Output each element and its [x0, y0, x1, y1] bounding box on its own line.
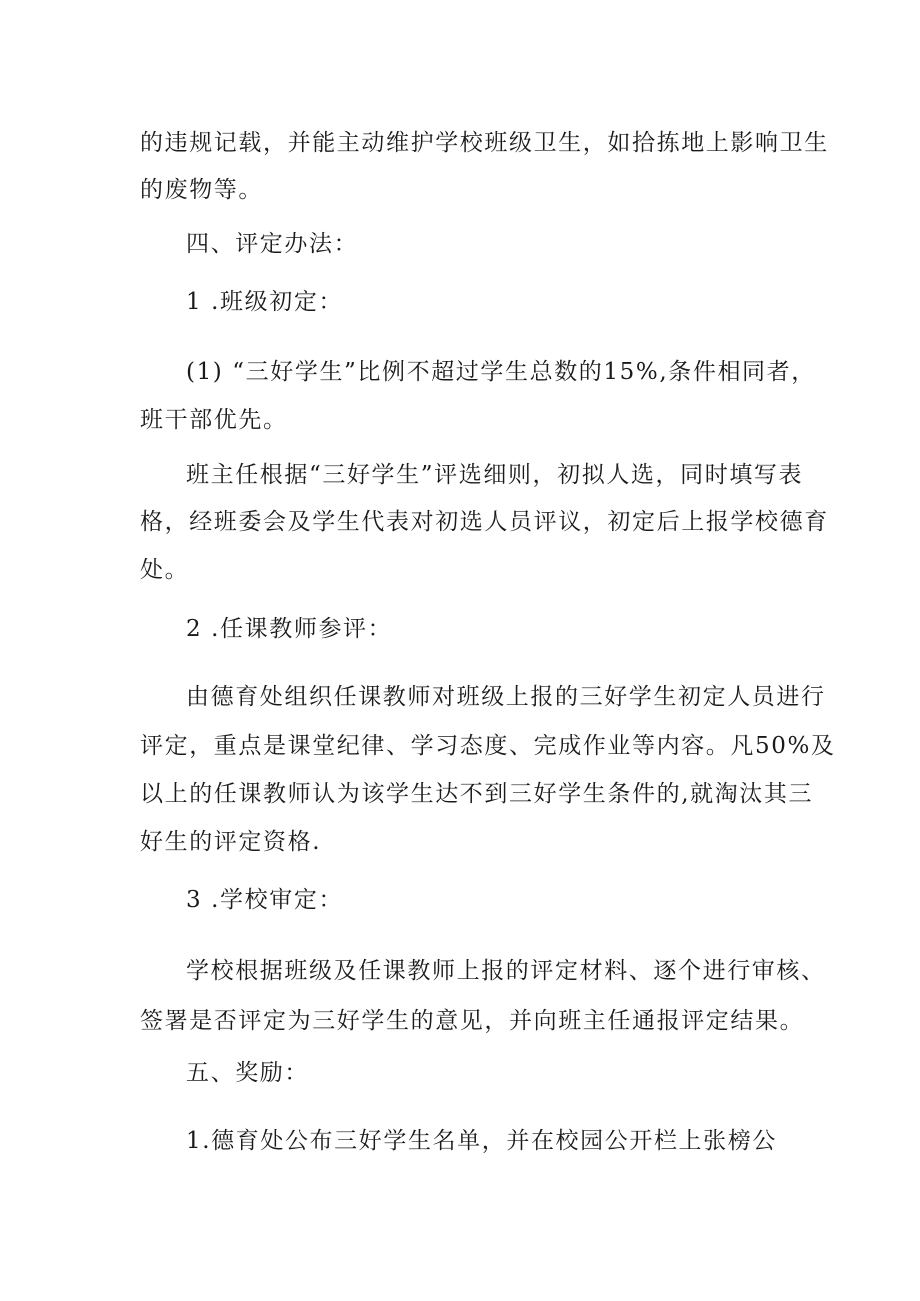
paragraph-line: (1) “三好学生”比例不超过学生总数的15%,条件相同者， — [186, 359, 816, 385]
paragraph-line: 处。 — [140, 557, 190, 583]
paragraph-line: 评定，重点是课堂纪律、学习态度、完成作业等内容。凡50%及 — [140, 733, 836, 759]
subsection-heading: 3 .学校审定： — [186, 887, 344, 913]
paragraph-line: 由德育处组织任课教师对班级上报的三好学生初定人员进行 — [186, 684, 826, 710]
paragraph-line: 班干部优先。 — [140, 407, 288, 433]
paragraph-line: 学校根据班级及任课教师上报的评定材料、逐个进行审核、 — [186, 958, 826, 984]
section-heading: 四、评定办法： — [186, 231, 359, 257]
paragraph-line: 以上的任课教师认为该学生达不到三好学生条件的,就淘汰其三 — [140, 781, 814, 807]
paragraph-line: 签署是否评定为三好学生的意见，并向班主任通报评定结果。 — [140, 1008, 805, 1034]
paragraph-line: 好生的评定资格. — [140, 829, 322, 855]
paragraph-line: 班主任根据“三好学生”评选细则，初拟人选，同时填写表 — [186, 462, 804, 488]
paragraph-line: 格，经班委会及学生代表对初选人员评议，初定后上报学校德育 — [140, 509, 829, 535]
section-heading: 五、奖励： — [186, 1060, 309, 1086]
paragraph-line: 的废物等。 — [140, 177, 263, 203]
subsection-heading: 2 .任课教师参评： — [186, 616, 393, 642]
paragraph-line: 的违规记载，并能主动维护学校班级卫生，如拾拣地上影响卫生 — [140, 130, 829, 156]
subsection-heading: 1.德育处公布三好学生名单，并在校园公开栏上张榜公 — [186, 1128, 777, 1154]
subsection-heading: 1 .班级初定： — [186, 289, 344, 315]
